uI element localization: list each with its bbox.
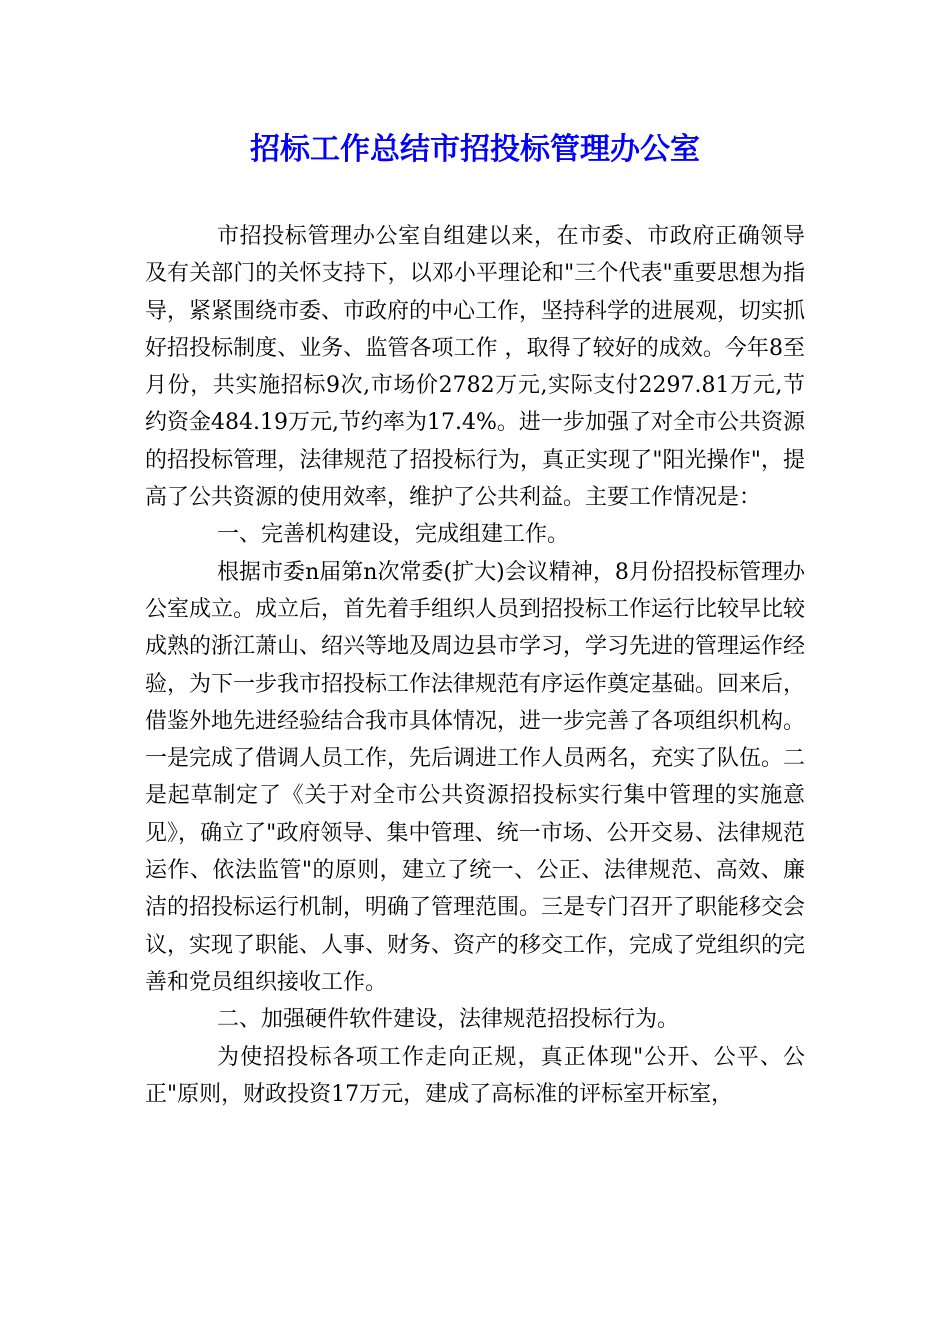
document-body <box>145 218 805 1113</box>
paragraph-intro: 市招投标管理办公室自组建以来，在市委、市政府正确领导及有关部门的关怀支持下，以邓小平理论和"三个代表"重要思想为指导，紧紧围绕市委、市政府的中心工作，坚持科学的进展观，切实抓好招投标制度、业务、监管各项工作 ，取得了较好的成效。今年8至月份，共实施招标9次,市场价2782万元,实际支付2297.81万元,节约资金484.19万元,节约率为17.4%。进一步加强了对全市公共资源的招投标管理，法律规范了招投标行为，真正实现了"阳光操作"，提高了公共资源的使用效率，维护了公共利益。主要工作情况是： <box>145 224 806 511</box>
section-heading-2: 二、加强硬件软件建设，法律规范招投标行为。 <box>217 1007 680 1033</box>
section-heading-1: 一、完善机构建设，完成组建工作。 <box>217 522 570 548</box>
document-title: 招标工作总结市招投标管理办公室 <box>250 132 700 167</box>
paragraph-section-2: 为使招投标各项工作走向正规，真正体现"公开、公平、公正"原则，财政投资17万元，建成了高标准的评标室开标室， <box>145 1044 805 1107</box>
paragraph-section-1: 根据市委n届第n次常委(扩大)会议精神，8月份招投标管理办公室成立。成立后，首先着手组织人员到招投标工作运行比较早比较成熟的浙江萧山、绍兴等地及周边县市学习，学习先进的管理运作经验，为下一步我市招投标工作法律规范有序运作奠定基础。回来后，借鉴外地先进经验结合我市具体情况，进一步完善了各项组织机构。一是完成了借调人员工作，先后调进工作人员两名，充实了队伍。二是起草制定了《关于对全市公共资源招投标实行集中管理的实施意见》，确立了"政府领导、集中管理、统一市场、公开交易、法律规范运作、依法监管"的原则，建立了统一、公正、法律规范、高效、廉洁的招投标运行机制，明确了管理范围。三是专门召开了职能移交会议，实现了职能、人事、财务、资产的移交工作，完成了党组织的完善和党员组织接收工作。 <box>145 559 806 995</box>
